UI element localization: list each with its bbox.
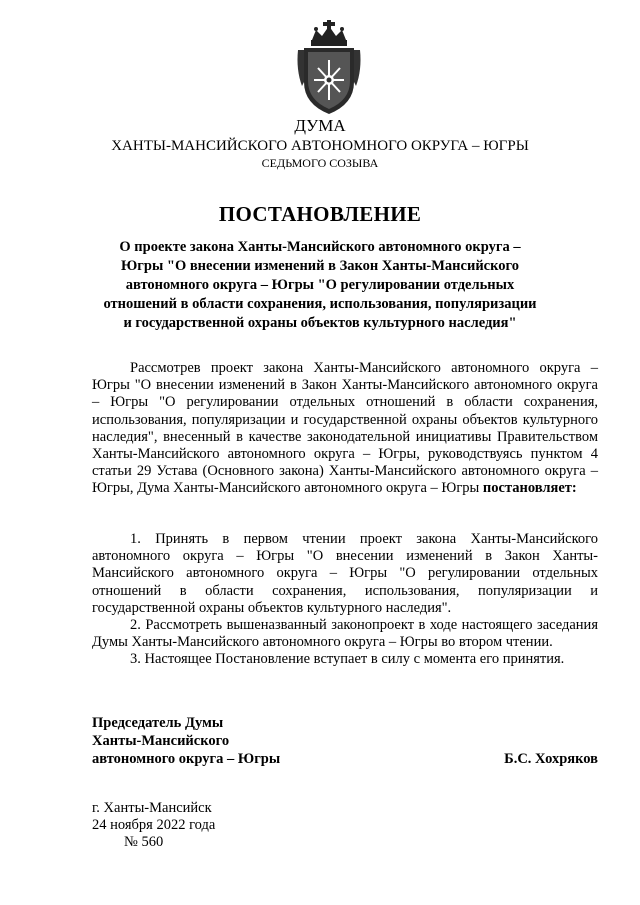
organization-name bbox=[0, 116, 640, 171]
signer-name: Б.С. Хохряков bbox=[504, 751, 598, 767]
resolution-item: 3. Настоящее Постановление вступает в силу с момента его принятия. bbox=[130, 651, 565, 668]
coat-of-arms-icon bbox=[296, 20, 362, 116]
document-number: № 560 bbox=[124, 834, 164, 850]
resolves-word: постановляет: bbox=[482, 480, 577, 497]
signer-title-line: Ханты-Мансийского bbox=[92, 733, 230, 749]
document-date: 24 ноября 2022 года bbox=[92, 817, 216, 833]
preamble-paragraph bbox=[92, 360, 598, 498]
city: г. Ханты-Мансийск bbox=[92, 800, 212, 816]
preamble bbox=[92, 360, 598, 498]
document-subject: О проекте закона Ханты-Мансийского автономного округа – Югры "О внесении изменений в Закон Ханты-Мансийского автономного округа – Югры "О регулировании отдельных отношений в области сохранения, использования, популяризации и государственной охраны объектов культурного наследия" bbox=[103, 239, 537, 331]
org-convocation: СЕДЬМОГО СОЗЫВА bbox=[261, 156, 379, 170]
preamble-text: Рассмотрев проект закона Ханты-Мансийского автономного округа – Югры "О внесении изменений в Закон Ханты-Мансийского автономного округа – Югры "О регулировании отдельных отношений в области сохранения, использования, популяризации и государственной охраны объектов культурного наследия", внесенный в качестве законодательной инициативы Правительством Ханты-Мансийского автономного округа – Югры, руководствуясь пунктом 4 статьи 29 Устава (Основного закона) Ханты-Мансийского автономного округа – Югры, Дума Ханты-Мансийского автономного округа – Югры bbox=[92, 360, 598, 497]
org-region: ХАНТЫ-МАНСИЙСКОГО АВТОНОМНОГО ОКРУГА – ЮГРЫ bbox=[111, 138, 529, 154]
resolution-item: 2. Рассмотреть вышеназванный законопроект в ходе настоящего заседания Думы Ханты-Мансийского автономного округа – Югры во втором чтении. bbox=[92, 617, 598, 651]
signer-title-line: Председатель Думы bbox=[92, 715, 224, 731]
resolution-item: 1. Принять в первом чтении проект закона Ханты-Мансийского автономного округа – Югры "О внесении изменений в Закон Ханты-Мансийского автономного округа – Югры "О регулировании отдельных отношений в области сохранения, использования, популяризации и государственной охраны объектов культурного наследия". bbox=[92, 531, 598, 616]
signature-block bbox=[92, 714, 598, 768]
document-footer bbox=[92, 800, 215, 851]
org-title: ДУМА bbox=[294, 116, 346, 135]
document-type: ПОСТАНОВЛЕНИЕ bbox=[218, 202, 422, 226]
resolution-items bbox=[92, 531, 598, 669]
signer-title-line: автономного округа – Югры bbox=[92, 751, 281, 767]
